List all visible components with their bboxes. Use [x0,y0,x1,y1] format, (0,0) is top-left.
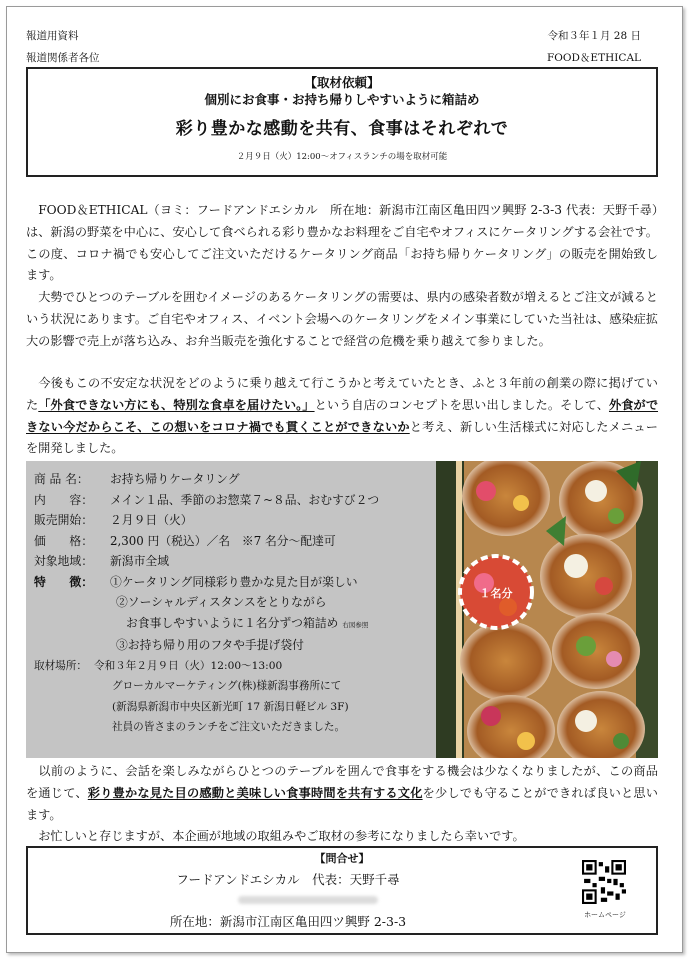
paragraph-concept-text-a: 今後もこの不安定な状況をどのように乗り越えて行こうかと考えていたとき、ふと３年前の創業の際に掲げていた [26,376,658,412]
product-feature-3-row [34,635,428,656]
qr-code-icon[interactable] [582,860,626,904]
product-feature-2-row [34,592,428,613]
paragraph-thanks: お忙しいと存じますが、本企画が地域の取組みやご取材の参考になりましたら幸いです。 [38,829,525,844]
venue-line-2: グローカルマーケティング(株)様新潟事務所にて [112,680,342,692]
contact-label: 【問合せ】 [314,852,370,865]
product-start-row [34,510,428,531]
product-feature-2b: お食事しやすいように１名分ずつ箱詰め [126,615,339,630]
paragraph-demand-text: 大勢でひとつのテーブルを囲むイメージのあるケータリングの需要は、県内の感染者数が増えるとご注文が減るという状況にあります。ご自宅やオフィス、イベント会場へのケータリングをメイン事業にしていた当社は、感染症拡大の影響で売上が落ち込み、お弁当販売を強化することで経営の危機を乗り越えて参りました。 [26,290,658,348]
product-feature-row [34,572,428,593]
qr-caption: ホームページ [584,911,626,919]
contact-name: フードアンドエシカル 代表：天野千尋 [176,872,400,887]
venue-row [34,656,428,677]
venue-line-3: (新潟県新潟市中央区新光町 17 新潟日軽ビル 3F) [112,700,349,713]
header-company: FOOD＆ETHICAL [547,52,641,64]
product-feature-note: 右図参照 [342,620,369,629]
paragraph-intro [26,200,658,287]
product-price-label: 価 格： [34,533,93,548]
product-content-label: 内 容： [34,492,93,507]
product-feature-1: ①ケータリング同様彩り豊かな見た目が楽しい [110,574,358,589]
paragraph-demand [26,287,658,352]
concept-statement: 外食ができない今だからこそ、この想いをコロナ禍でも貫くことができないか [26,397,659,434]
contact-box [26,846,658,935]
culture-statement: 彩り豊かな見た目の感動と美味しい食事時間を共有する文化 [87,785,423,800]
paragraph-closing-text-a: 以前のように、会話を楽しみながらひとつのテーブルを囲んで食事をする機会は少なくなりましたが、この商品を通じて、 [26,764,658,800]
paragraph-concept-text-b: という自店のコンセプトを思い出しました。そして、 [314,397,609,412]
product-info-box [26,461,436,758]
product-name-label: 商 品 名： [34,472,89,486]
title-subtitle: 個別にお食事・お持ち帰りしやすいように箱詰め [204,92,480,107]
contact-address: 所在地：新潟市江南区亀田四ツ興野 2-3-3 [169,914,407,929]
product-area-value: 新潟市全域 [110,554,169,568]
product-name-row [34,469,428,490]
product-content-row [34,490,428,511]
product-start-label: 販売開始： [34,513,93,527]
paragraph-closing [26,761,658,848]
paragraph-concept [26,373,658,460]
product-feature-2b-row [34,613,428,636]
paragraph-concept-text-c: と考え、新しい生活様式に対応したメニューを開発しました。 [26,419,658,456]
product-start-value: ２月９日（火） [110,513,193,527]
venue-line-4: 社員の皆さまのランチをご注文いただきました。 [112,721,346,733]
contact-redacted-info [238,896,378,904]
header-date: 令和３年１月 28 日 [547,30,641,42]
product-name-value: お持ち帰りケータリング [110,472,240,486]
header-doc-type: 報道用資料 [26,30,79,42]
bento-photo [436,461,658,758]
venue-label: 取材場所： [34,659,87,672]
product-feature-label: 特 徴： [34,574,93,589]
header-recipient: 報道関係者各位 [26,52,100,64]
bento-photo-illustration [436,461,658,758]
paragraph-intro-text: FOOD＆ETHICAL（ヨミ：フードアンドエシカル 所在地：新潟市江南区亀田四ツ興野 2-3-3 代表：天野千尋）は、新潟の野菜を中心に、安心して食べられる彩り豊かなお料理をご自宅やオフィスにケータリングする会社です。この度、コロナ禍でも安心してご注文いただけるケータリング商品「お持ち帰りケータリング」の販売を開始致します。 [26,203,658,283]
title-note: ２月９日（火）12:00〜オフィスランチの場を取材可能 [236,152,448,162]
concept-quote: 「外食できない方にも、特別な食卓を届けたい。」 [38,397,315,412]
product-feature-3: ③お持ち帰り用のフタや手提げ袋付 [116,638,304,652]
product-content-value: メイン１品、季節のお惣菜７~８品、おむすび２つ [110,492,380,507]
title-box [26,67,658,177]
product-price-value: 2,300 円（税込）／名 ※7 名分～配達可 [110,533,336,548]
paragraph-closing-text-b: を少しでも守ることができれば良いと思います。 [26,785,658,822]
portion-badge: １名分 [479,587,513,600]
product-area-row [34,551,428,572]
title-label: 【取材依頼】 [304,75,380,90]
product-area-label: 対象地域： [34,554,93,568]
product-feature-2: ②ソーシャルディスタンスをとりながら [116,595,327,609]
product-price-row [34,531,428,552]
main-title: 彩り豊かな感動を共有、食事はそれぞれで [175,119,509,139]
venue-value: 令和３年２月９日（火）12:00～13:00 [94,659,283,672]
